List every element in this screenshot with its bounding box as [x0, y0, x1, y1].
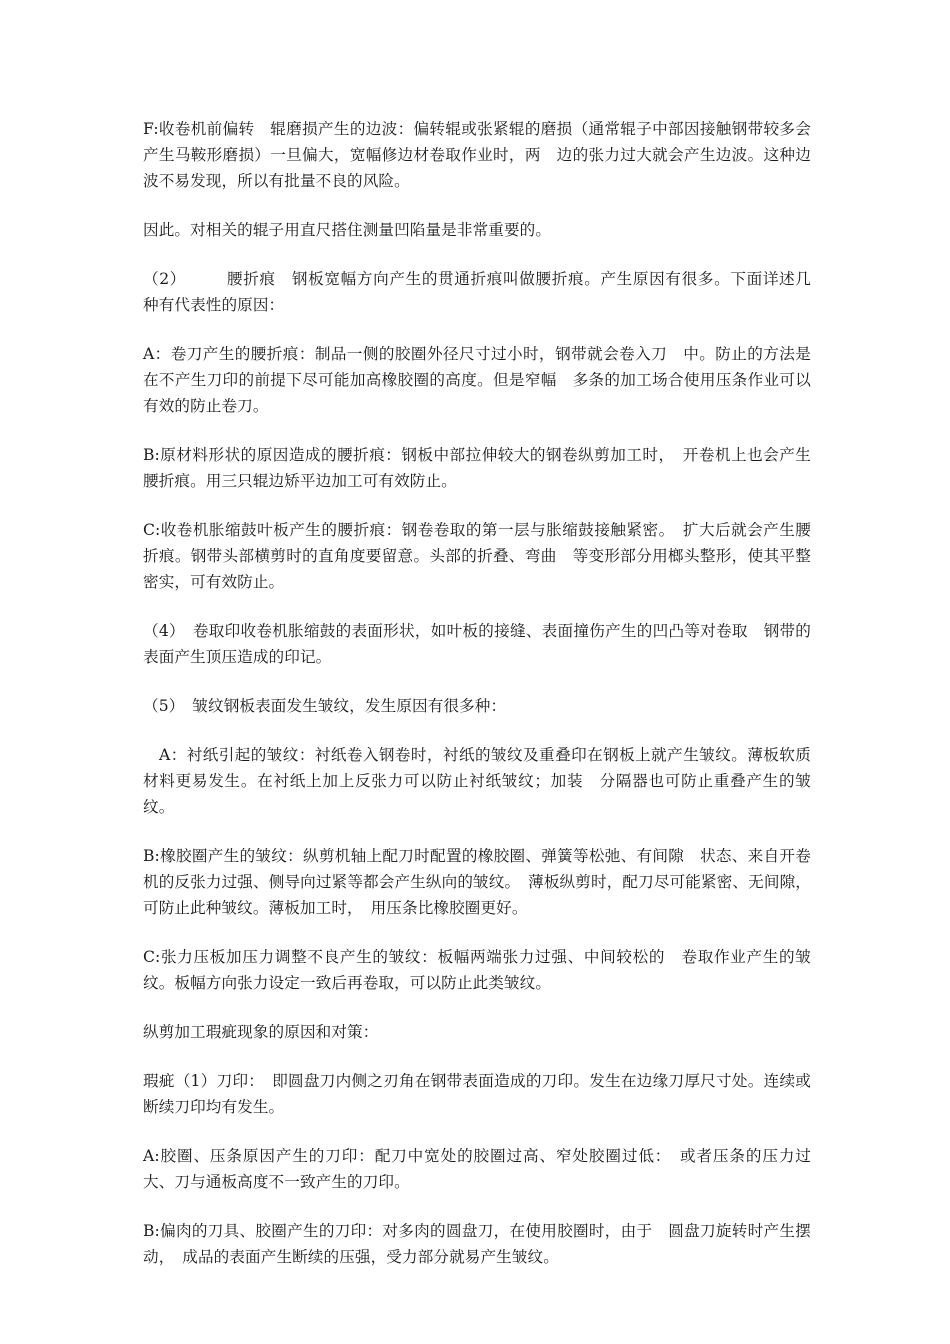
paragraph-c-drum-leaf: C:收卷机胀缩鼓叶板产生的腰折痕：钢卷卷取的第一层与胀缩鼓接触紧密。 扩大后就会产生腰折痕。钢带头部横剪时的直角度要留意。头部的折叠、弯曲 等变形部分用榔头整形，使其平整密实，可有效防止。 [143, 521, 811, 591]
paragraph-defect-1-knife-mark: 瑕疵（1）刀印： 即圆盘刀内侧之刃角在钢带表面造成的刀印。发生在边缘刀厚尺寸处。连续或断续刀印均有发生。 [143, 1072, 811, 1116]
paragraph-a-paper-wrinkle: A：衬纸引起的皱纹：衬纸卷入钢卷时，衬纸的皱纹及重叠印在钢板上就产生皱纹。薄板软质材料更易发生。在衬纸上加上反张力可以防止衬纸皱纹；加装 分隔器也可防止重叠产生的皱纹。 [143, 746, 811, 816]
paragraph-b-material-shape: B:原材料形状的原因造成的腰折痕：钢板中部拉伸较大的钢卷纵剪加工时， 开卷机上也会产生腰折痕。用三只辊边矫平边加工可有效防止。 [143, 446, 811, 490]
paragraph-5-wrinkle-intro: （5） 皱纹钢板表面发生皱纹，发生原因有很多种： [143, 697, 507, 715]
paragraph-b-eccentric-knife-mark: B:偏肉的刀具、胶圈产生的刀印：对多肉的圆盘刀，在使用胶圈时，由于 圆盘刀旋转时产生摆动， 成品的表面产生断续的压强，受力部分就易产生皱纹。 [143, 1222, 811, 1266]
paragraph-roller-measurement: 因此。对相关的辊子用直尺搭住测量凹陷量是非常重要的。 [143, 221, 552, 239]
paragraph-b-rubber-wrinkle: B:橡胶圈产生的皱纹：纵剪机轴上配刀时配置的橡胶圈、弹簧等松弛、有间隙 状态、来自开卷机的反张力过强、侧导向过紧等都会产生纵向的皱纹。 薄板纵剪时，配刀尽可能紧密、无间隙，可防止此种皱纹。薄板加工时， 用压条比橡胶圈更好。 [143, 847, 811, 917]
paragraph-f-edge-wave: F:收卷机前偏转 辊磨损产生的边波：偏转辊或张紧辊的磨损（通常辊子中部因接触钢带较多会产生马鞍形磨损）一旦偏大，宽幅修边材卷取作业时，两 边的张力过大就会产生边波。这种边波不易发现，所以有批量不良的风险。 [143, 120, 811, 190]
paragraph-waist-fold-intro: （2） 腰折痕 钢板宽幅方向产生的贯通折痕叫做腰折痕。产生原因有很多。下面详述几 种有代表性的原因： [143, 270, 827, 314]
paragraph-slitting-defects-heading: 纵剪加工瑕疵现象的原因和对策： [143, 1023, 379, 1041]
document-body [143, 116, 827, 1293]
paragraph-a-rubber-knife-mark: A:胶圈、压条原因产生的刀印：配刀中宽处的胶圈过高、窄处胶圈过低： 或者压条的压力过大、刀与通板高度不一致产生的刀印。 [143, 1147, 811, 1191]
paragraph-a-knife-roll: A：卷刀产生的腰折痕：制品一侧的胶圈外径尺寸过小时，钢带就会卷入刀 中。防止的方法是在不产生刀印的前提下尽可能加高橡胶圈的高度。但是窄幅 多条的加工场合使用压条作业可以有效的防止卷刀。 [143, 345, 811, 415]
paragraph-c-tension-wrinkle: C:张力压板加压力调整不良产生的皱纹：板幅两端张力过强、中间较松的 卷取作业产生的皱纹。板幅方向张力设定一致后再卷取，可以防止此类皱纹。 [143, 948, 811, 992]
paragraph-4-coil-mark: （4） 卷取印收卷机胀缩鼓的表面形状，如叶板的接缝、表面撞伤产生的凹凸等对卷取 钢带的表面产生顶压造成的印记。 [143, 622, 811, 666]
